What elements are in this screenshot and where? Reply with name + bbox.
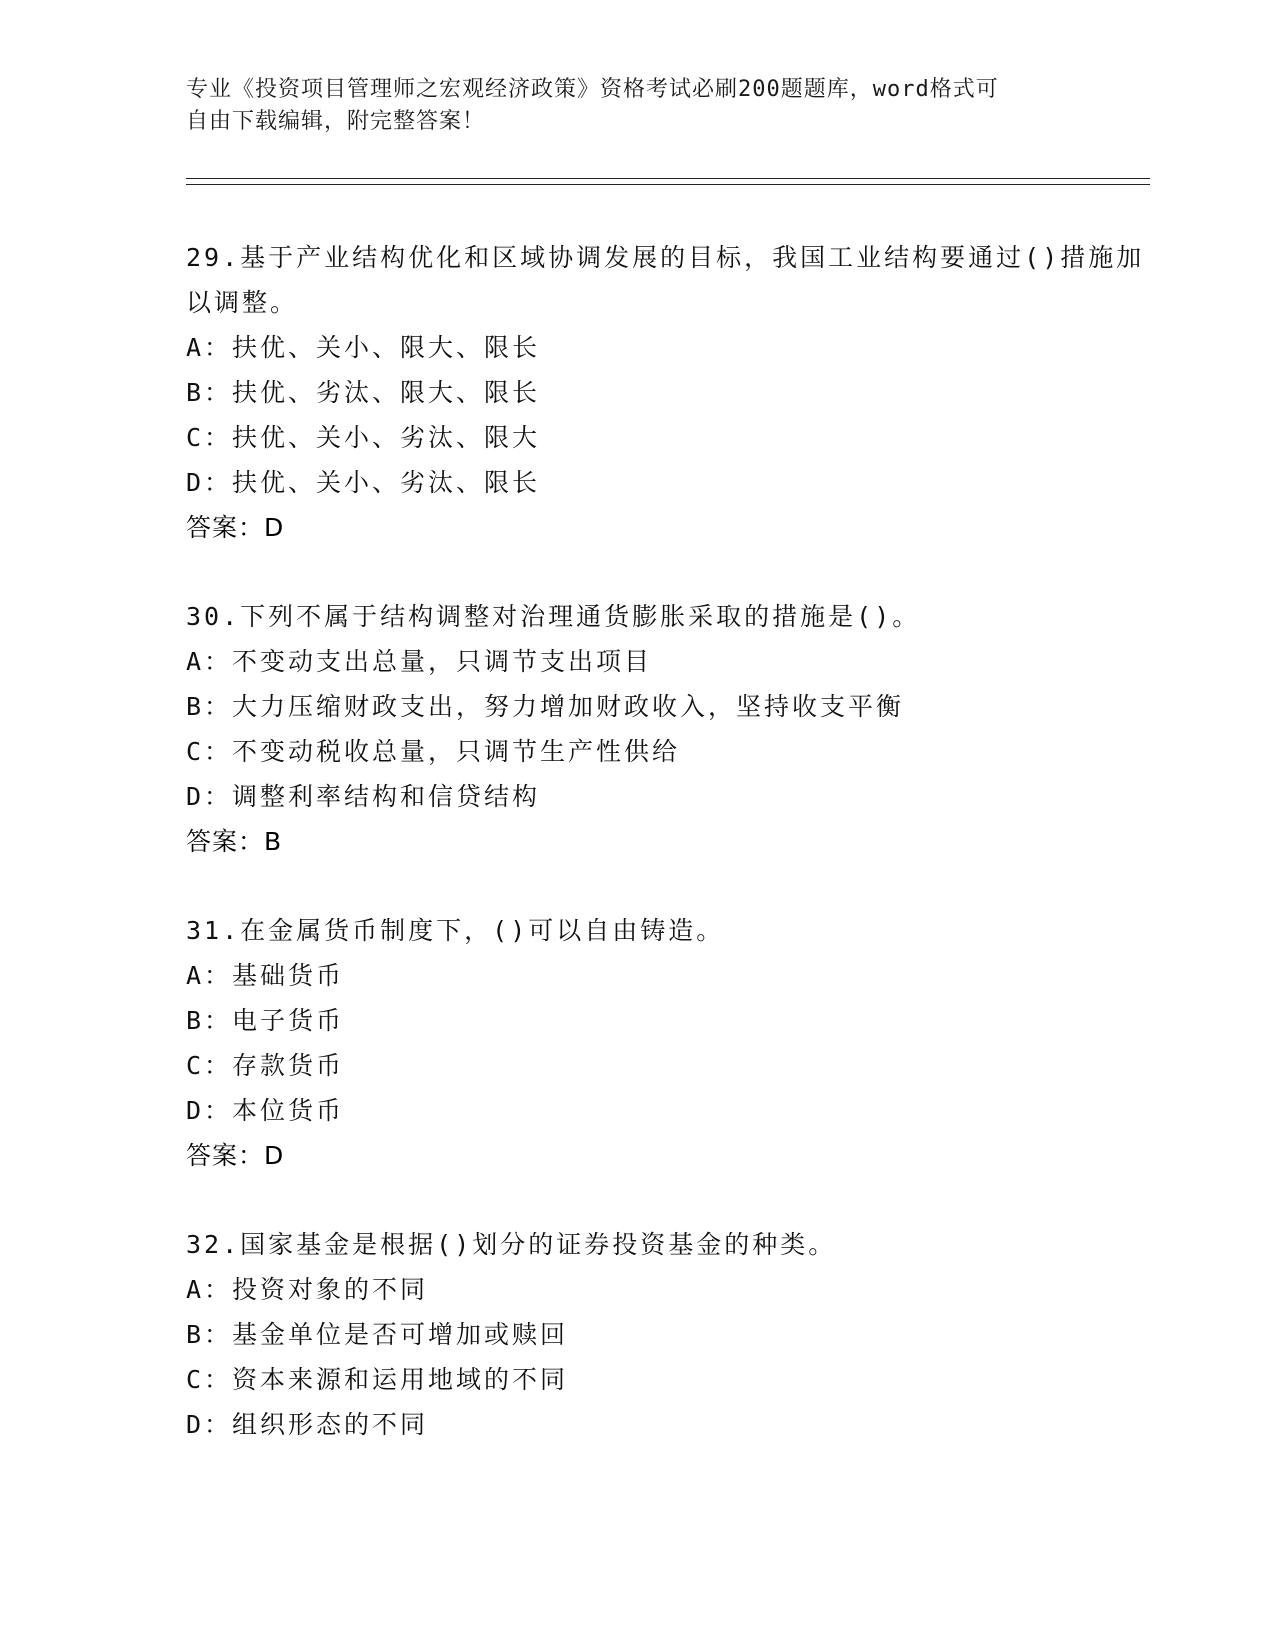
answer-label: 答案： [186,827,265,856]
question-30 [186,594,1150,864]
question-32 [186,1222,1150,1447]
answer-line [186,1133,1150,1178]
answer-value: D [264,1141,285,1170]
option-a: A：投资对象的不同 [186,1275,429,1304]
answer-label: 答案： [186,513,265,542]
answer-line [186,505,1150,550]
question-stem: 29.基于产业结构优化和区域协调发展的目标，我国工业结构要通过()措施加以调整。 [186,243,1145,317]
question-stem: 30.下列不属于结构调整对治理通货膨胀采取的措施是()。 [186,602,921,631]
document-header [186,74,1076,138]
option-d: D：本位货币 [186,1096,345,1125]
option-c: C：不变动税收总量，只调节生产性供给 [186,737,681,766]
header-line-1: 专业《投资项目管理师之宏观经济政策》资格考试必刷200题题库，word格式可 [186,77,999,102]
header-divider [186,178,1150,185]
answer-line [186,819,1150,864]
option-c: C：存款货币 [186,1051,345,1080]
option-c: C：资本来源和运用地域的不同 [186,1365,569,1394]
question-29 [186,235,1150,550]
answer-label: 答案： [186,1141,265,1170]
option-d: D：组织形态的不同 [186,1410,429,1439]
option-a: A：扶优、关小、限大、限长 [186,333,541,362]
answer-value: D [264,513,285,542]
option-d: D：扶优、关小、劣汰、限长 [186,468,541,497]
answer-value: B [264,827,283,856]
option-c: C：扶优、关小、劣汰、限大 [186,423,541,452]
option-d: D：调整利率结构和信贷结构 [186,782,541,811]
option-a: A：基础货币 [186,961,345,990]
header-line-2: 自由下载编辑，附完整答案！ [186,109,486,134]
option-b: B：电子货币 [186,1006,345,1035]
option-b: B：大力压缩财政支出，努力增加财政收入，坚持收支平衡 [186,692,905,721]
question-stem: 31.在金属货币制度下，()可以自由铸造。 [186,916,725,945]
question-list [186,235,1150,1491]
option-b: B：扶优、劣汰、限大、限长 [186,378,541,407]
question-31 [186,908,1150,1178]
question-stem: 32.国家基金是根据()划分的证券投资基金的种类。 [186,1230,837,1259]
option-b: B：基金单位是否可增加或赎回 [186,1320,569,1349]
option-a: A：不变动支出总量，只调节支出项目 [186,647,653,676]
